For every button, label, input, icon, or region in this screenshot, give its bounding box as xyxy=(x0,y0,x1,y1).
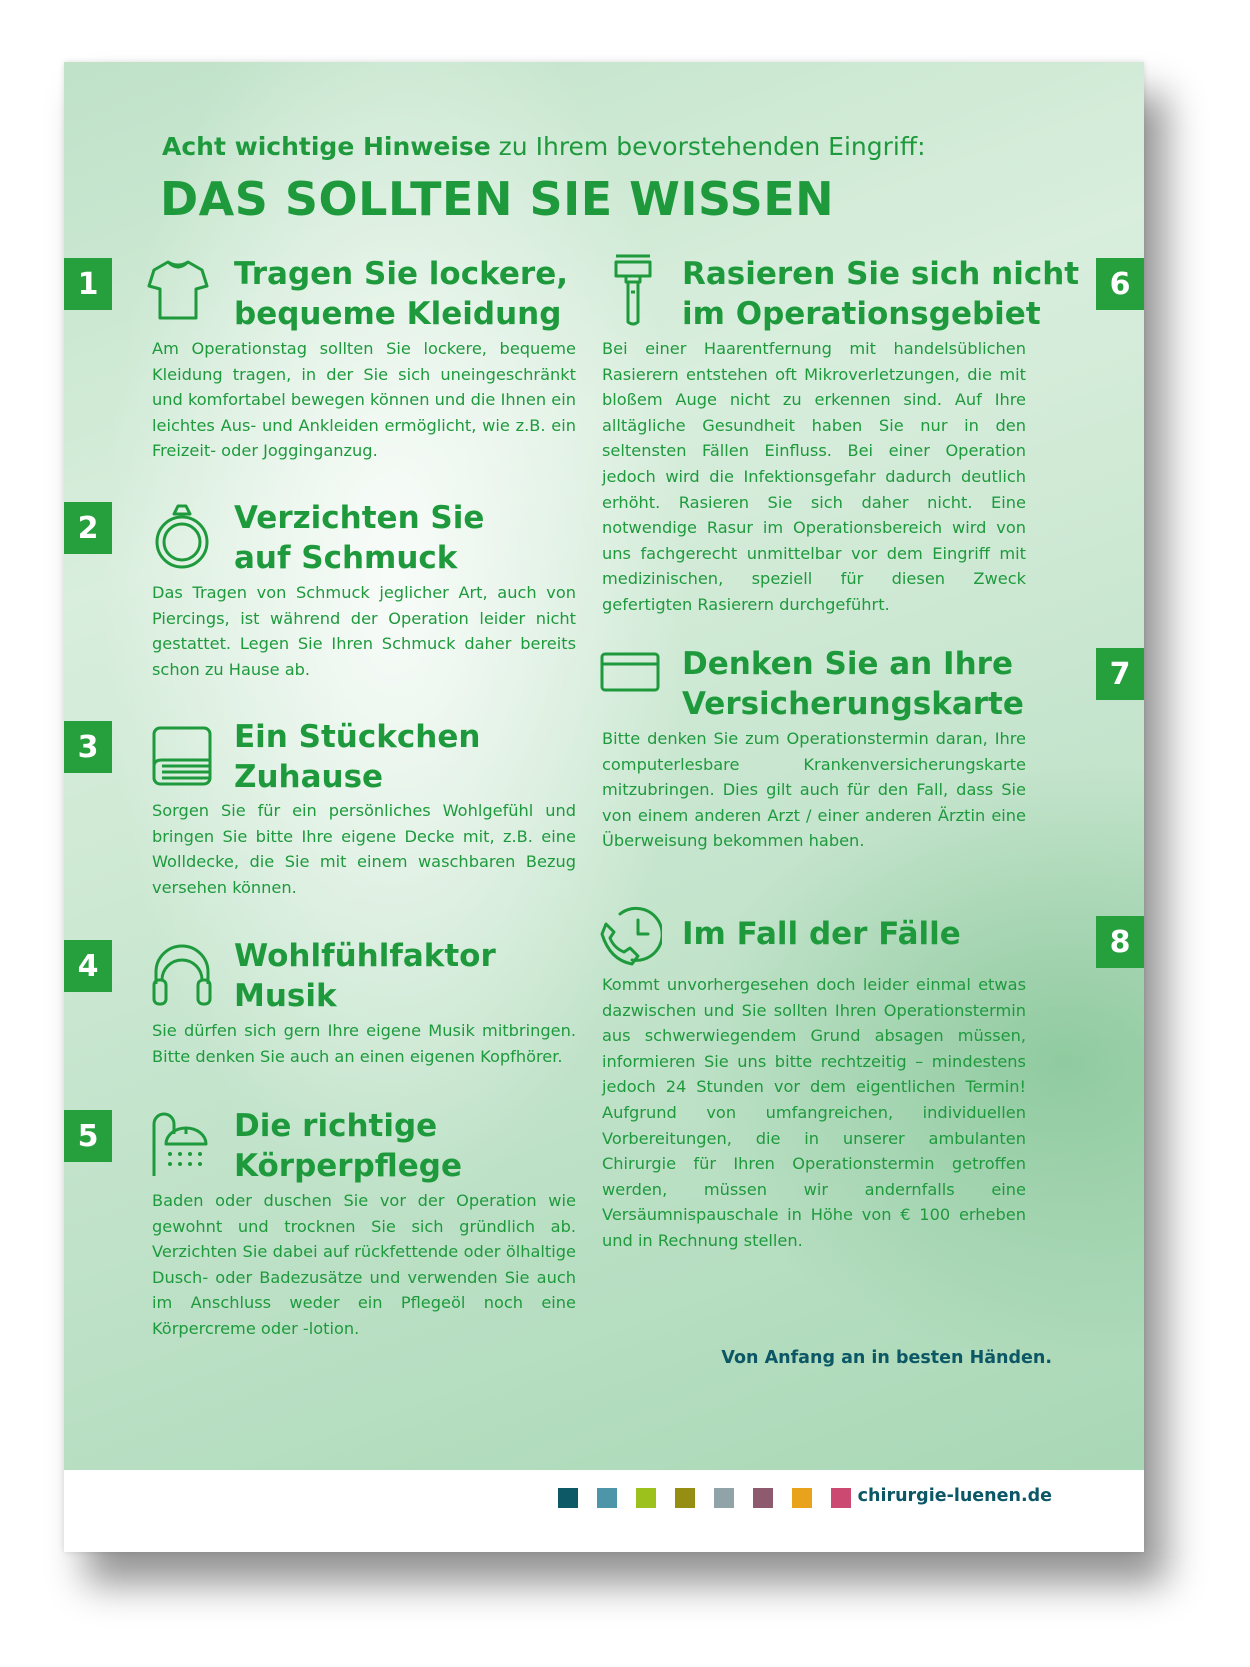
tip-text-6: Bei einer Haarentfernung mit handelsüblichen Rasierern entstehen oft Mikroverletzungen, die mit bloßem Auge nicht zu erkennen sind. Auf Ihre alltägliche Gesundheit haben Sie nur in den seltensten Fällen Einfluss. Bei einer Operation jedoch wird die Infektionsgefahr dadurch deutlich erhöht. Rasieren Sie sich daher nicht. Eine notwendige Rasur im Operationsbereich wird von uns fachgerecht unmittelbar vor dem Eingriff mit medizinischen, speziell für diesen Zweck gefertigten Rasierern durchgeführt. xyxy=(602,339,1026,614)
footer-square-1 xyxy=(558,1488,578,1508)
footer-square-6 xyxy=(753,1488,773,1508)
page-subtitle: Acht wichtige Hinweise zu Ihrem bevorstehenden Eingriff: xyxy=(162,132,926,161)
website-link[interactable]: chirurgie-luenen.de xyxy=(857,1486,1052,1506)
headphones-icon xyxy=(150,940,214,1010)
card-icon xyxy=(600,652,660,692)
tip-text-8: Kommt unvorhergesehen doch leider einmal etwas dazwischen und Sie sollten Ihren Operationstermin aus schwerwiegendem Grund absagen müssen, informieren Sie uns bitte rechtzeitig – mindestens jedoch 24 Stunden vor dem eigentlichen Termin! Aufgrund von umfangreichen, individuellen Vorbereitungen, die in unserer ambulanten Chirurgie für Ihren Operationstermin getroffen werden, müssen wir andernfalls eine Versäumnispauschale in Höhe von € 100 erheben und in Rechnung stellen. xyxy=(602,975,1026,1250)
tip-heading-6: Rasieren Sie sich nicht im Operationsgebiet xyxy=(682,256,1080,332)
footer-square-4 xyxy=(675,1488,695,1508)
tip-heading-1: Tragen Sie lockere, bequeme Kleidung xyxy=(234,256,568,332)
tip-number-1: 1 xyxy=(64,258,112,310)
tip-heading-3: Ein Stückchen Zuhause xyxy=(234,719,481,795)
razor-icon xyxy=(598,252,668,328)
tip-number-2: 2 xyxy=(64,502,112,554)
footer-square-3 xyxy=(636,1488,656,1508)
tip-text-4: Sie dürfen sich gern Ihre eigene Musik mitbringen. Bitte denken Sie auch an einen eigenen Kopfhörer. xyxy=(152,1021,576,1066)
footer-square-5 xyxy=(714,1488,734,1508)
tip-number-4: 4 xyxy=(64,940,112,992)
footer-square-2 xyxy=(597,1488,617,1508)
tip-text-3: Sorgen Sie für ein persönliches Wohlgefühl und bringen Sie bitte Ihre eigene Decke mit, z.B. eine Wolldecke, die Sie mit einem waschbaren Bezug versehen können. xyxy=(152,801,576,897)
green-content-area xyxy=(64,62,1144,1470)
tip-text-5: Baden oder duschen Sie vor der Operation wie gewohnt und trocknen Sie sich gründlich ab. Verzichten Sie dabei auf rückfettende oder ölhaltige Dusch- oder Badezusätze und verwenden Sie auch im Anschluss weder ein Pflegeöl noch eine Körpercreme oder -lotion. xyxy=(152,1191,576,1338)
page-title: DAS SOLLTEN SIE WISSEN xyxy=(160,172,835,226)
footer-square-8 xyxy=(831,1488,851,1508)
info-sheet xyxy=(64,62,1144,1552)
tip-number-7: 7 xyxy=(1096,648,1144,700)
tip-heading-2: Verzichten Sie auf Schmuck xyxy=(234,500,485,576)
footer-square-7 xyxy=(792,1488,812,1508)
tip-text-1: Am Operationstag sollten Sie lockere, bequeme Kleidung tragen, in der Sie sich uneingeschränkt und komfortabel bewegen können und die Ihnen ein leichtes Aus- und Ankleiden ermöglicht, wie z.B. ein Freizeit- oder Jogginganzug. xyxy=(152,339,576,461)
tip-number-8: 8 xyxy=(1096,916,1144,968)
tagline: Von Anfang an in besten Händen. xyxy=(721,1348,1052,1368)
phone-clock-icon xyxy=(598,904,662,968)
tip-heading-8: Im Fall der Fälle xyxy=(682,916,961,952)
tip-heading-7: Denken Sie an Ihre Versicherungskarte xyxy=(682,646,1024,722)
tip-text-7: Bitte denken Sie zum Operationstermin daran, Ihre computerlesbare Krankenversicherungskarte mitzubringen. Dies gilt auch für den Fall, dass Sie von einem anderen Arzt / einer anderen Ärztin eine Überweisung bekommen haben. xyxy=(602,729,1026,851)
shower-icon xyxy=(150,1110,214,1180)
ring-icon xyxy=(150,502,214,572)
tip-heading-4: Wohlfühlfaktor Musik xyxy=(234,938,496,1014)
tip-number-6: 6 xyxy=(1096,258,1144,310)
blanket-icon xyxy=(150,722,214,792)
t-shirt-icon xyxy=(146,254,210,324)
tip-text-2: Das Tragen von Schmuck jeglicher Art, auch von Piercings, ist während der Operation leider nicht gestattet. Legen Sie Ihren Schmuck daher bereits schon zu Hause ab. xyxy=(152,583,576,679)
tip-number-5: 5 xyxy=(64,1110,112,1162)
tip-number-3: 3 xyxy=(64,721,112,773)
tip-heading-5: Die richtige Körperpflege xyxy=(234,1108,462,1184)
